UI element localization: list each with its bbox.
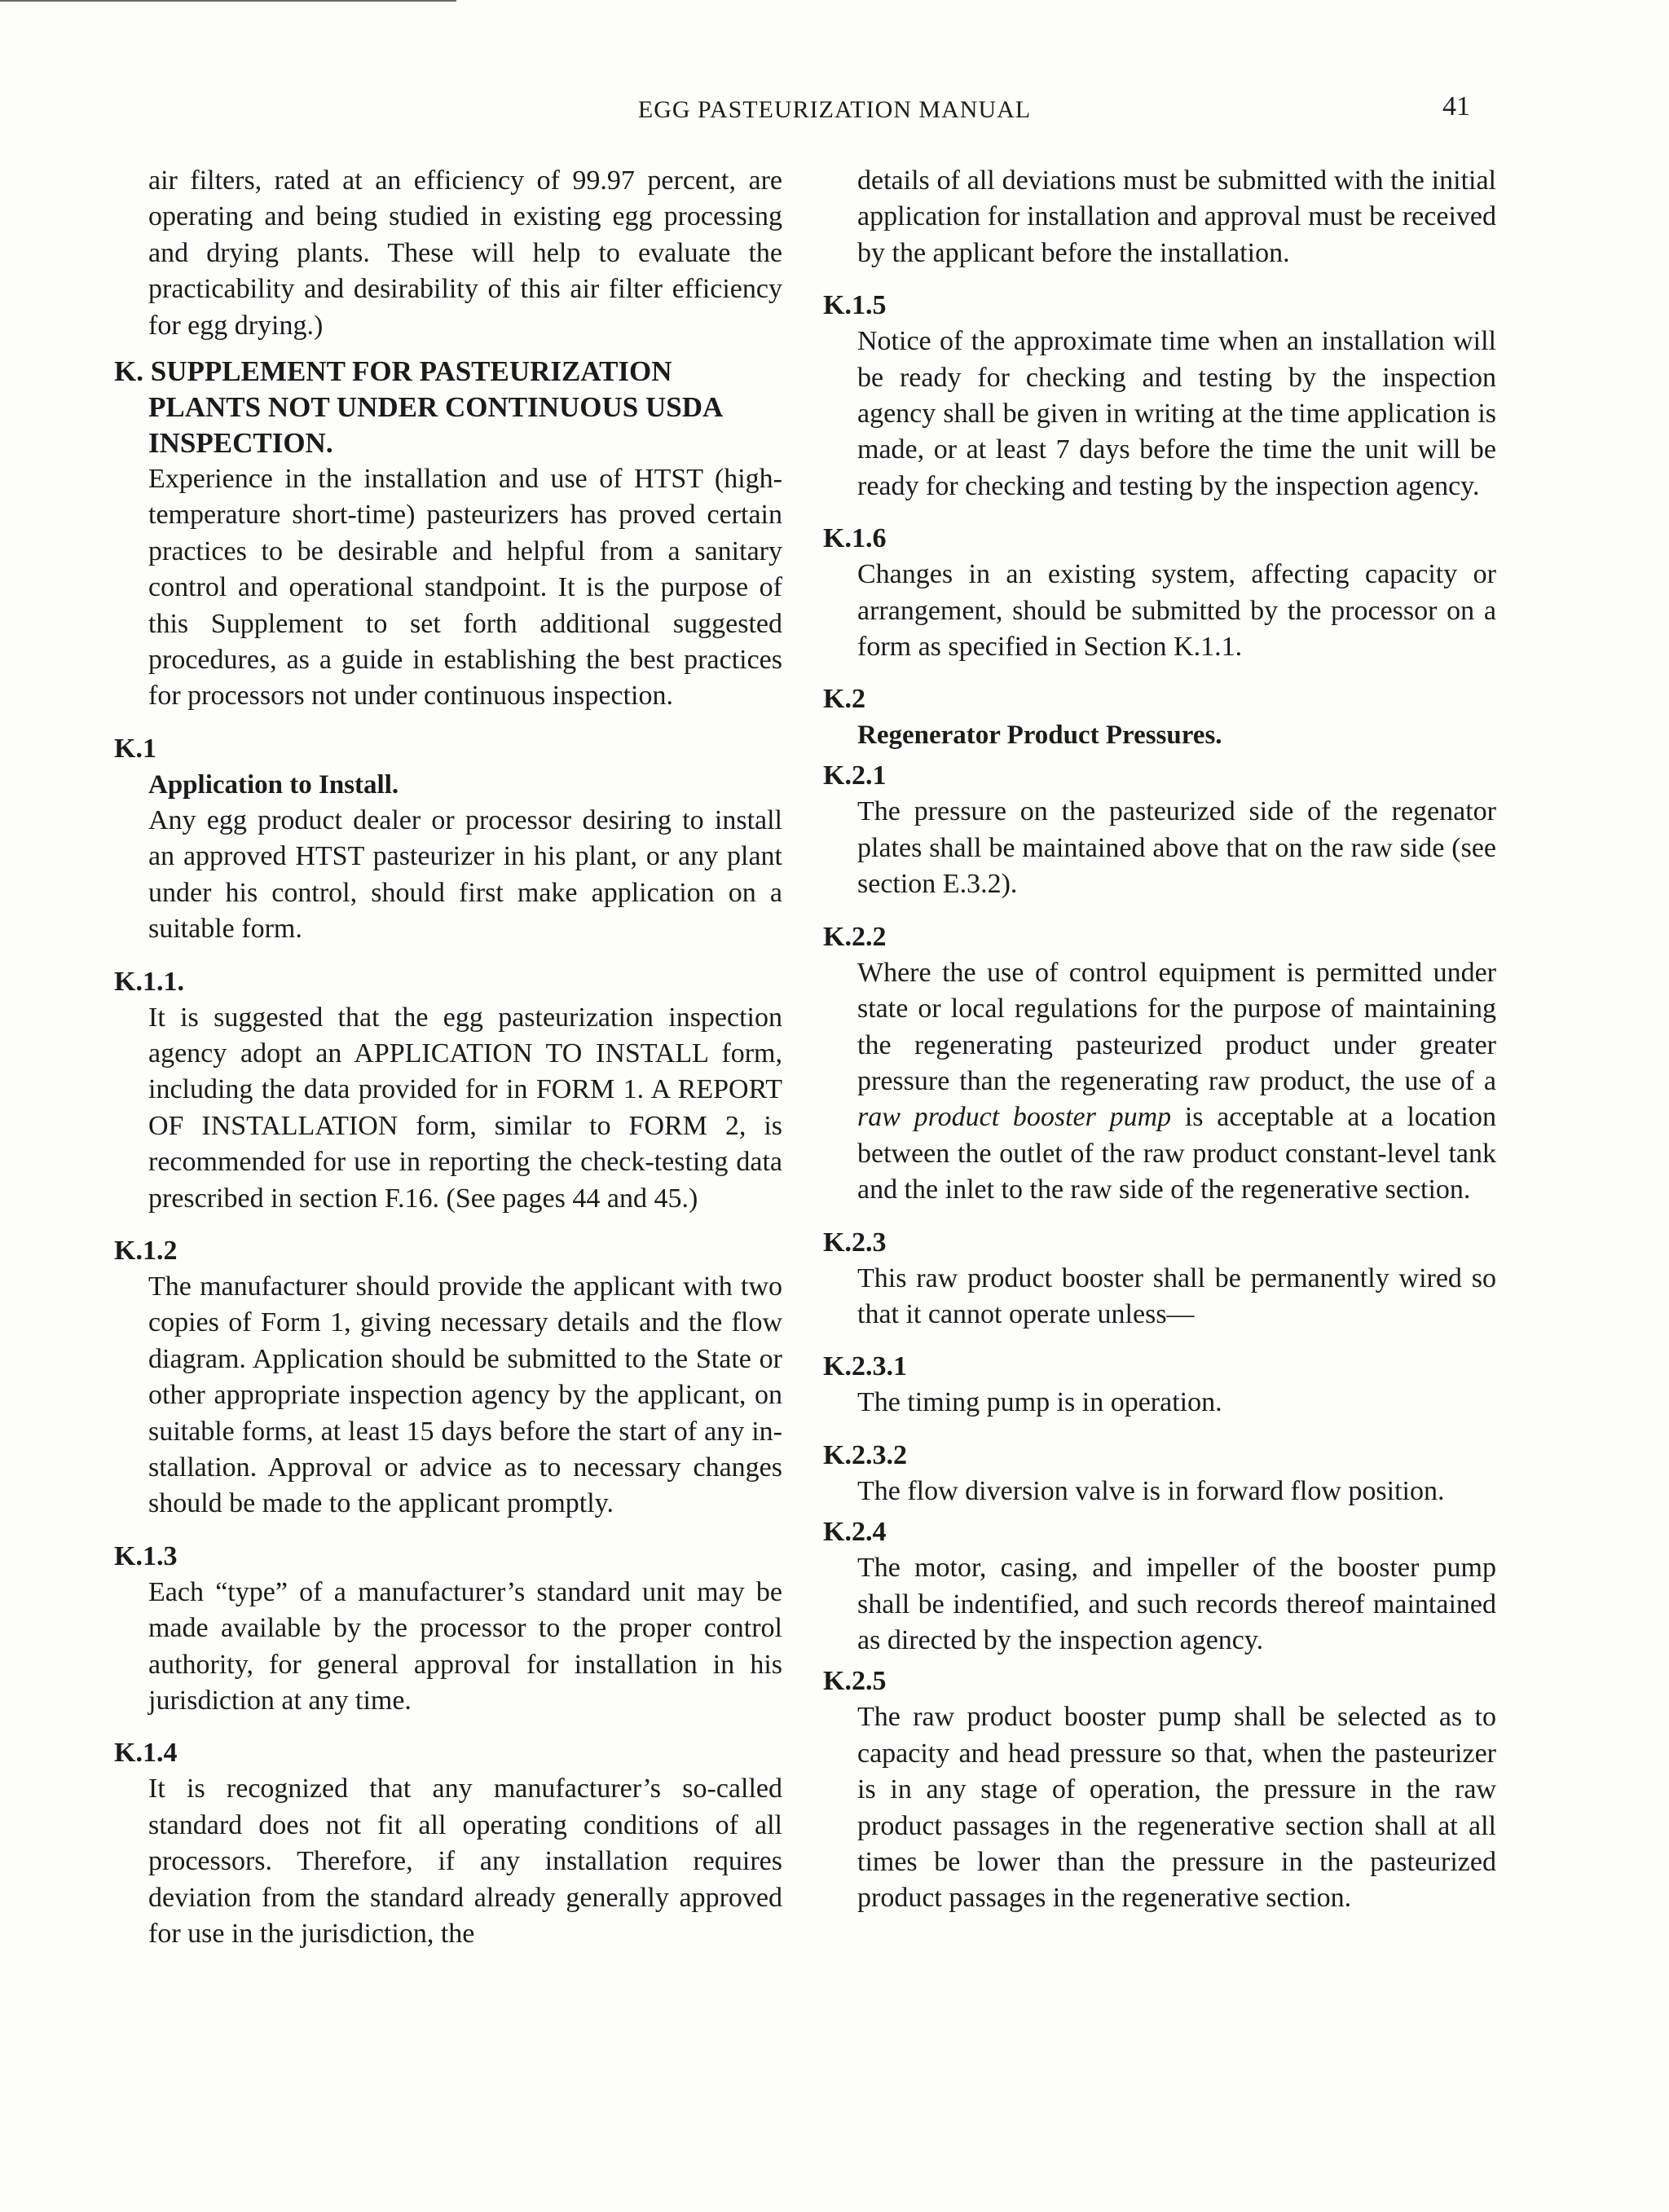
section-k-text: Experience in the installation and use of HTST (high-temperature short-time) pasteurizers has proved certain practices to be desirable and helpful from a sanitary control and operational standpoint. It is the purpose of this Supplement to set forth additional suggested procedures, as a guide in establishing the best practices for processors not under continuous inspection. xyxy=(148,464,782,712)
k22-text-a: Where the use of control equipment is permitted under state or local regulations for the purpose of maintaining the regenerating pasteurized product under greater pressure than the regenerating raw product, the use of a xyxy=(857,957,1496,1096)
k11-text: It is suggested that the egg pasteurization inspection agency adopt an APPLICATION TO INSTALL form, including the data provided for in FORM 1. A REPORT OF INSTALLATION form, similar to FORM 2, is recommended for use in reporting the check-testing data prescribed in section F.16. (See pages 44 and 45.) xyxy=(148,1002,782,1214)
k231-text: The timing pump is in operation. xyxy=(857,1387,1222,1418)
k22-text-emphasis: raw product booster pump xyxy=(857,1102,1172,1133)
k16-text: Changes in an existing system, affecting capacity or arrangement, should be submitted by the processor on a form as specified in Section K.1.1. xyxy=(857,559,1496,663)
k12-text: The manufacturer should provide the applicant with two copies of Form 1, giving necessary details and the flow diagram. Application should be submitted to the State or other appropriate inspection agency by the applicant, on suitable forms, at least 15 days before the start of any installation. Approval or advice as to necessary changes should be made to the applicant promptly. xyxy=(148,1271,782,1519)
k1-label: K.1 xyxy=(114,733,156,764)
k22-text xyxy=(823,955,1496,1209)
k24-label: K.2.4 xyxy=(823,1517,887,1548)
k25-text: The raw product booster pump shall be selected as to capacity and head pressure so that, when the pasteurizer is in any stage of operation, the pressure in the raw product passages in the regenerative section shall at all times be lower than the pressure in the pasteurized product passages in the regenerative section. xyxy=(857,1702,1496,1914)
k14-label: K.1.4 xyxy=(114,1738,178,1769)
k2-label: K.2 xyxy=(823,684,865,715)
continued-paragraph: details of all deviations must be submitted with the initial application for installation and approval must be received by the applicant before the installation. xyxy=(857,165,1496,268)
left-column xyxy=(114,163,782,1952)
section-k-heading: K. SUPPLEMENT FOR PASTEURIZATION PLANTS NOT UNDER CONTINUOUS USDA INSPECTION. xyxy=(114,355,722,460)
k21-text: The pressure on the pasteurized side of the regenator plates shall be maintained above that on the raw side (see section E.3.2). xyxy=(857,796,1496,900)
k22-label: K.2.2 xyxy=(823,921,887,952)
k1-text: Any egg product dealer or processor desiring to install an approved HTST pasteurizer in his plant, or any plant under his control, should first make application on a suitable form. xyxy=(148,804,782,945)
page-number: 41 xyxy=(1442,91,1470,121)
k21-label: K.2.1 xyxy=(823,760,887,791)
k25-label: K.2.5 xyxy=(823,1666,887,1697)
k13-label: K.1.3 xyxy=(114,1540,178,1571)
k22-text-b: is acceptable at a location between the outlet of the raw product constant-level tank and the inlet to the raw side of the regenerative section. xyxy=(857,1102,1496,1205)
running-head: EGG PASTEURIZATION MANUAL xyxy=(637,96,1032,123)
right-column xyxy=(823,163,1496,1917)
k15-label: K.1.5 xyxy=(823,290,887,321)
k232-label: K.2.3.2 xyxy=(823,1439,907,1470)
intro-paragraph: air filters, rated at an efficiency of 99.97 percent, are operating and being studied in existing egg processing and drying plants. These will help to evaluate the practicability and desirability of this air filter efficiency for egg drying.) xyxy=(148,165,782,341)
k14-text: It is recognized that any manufacturer’s so-called standard does not fit all operating conditions of all processors. Therefore, if any installation requires deviation from the standard already generally approved for use in the jurisdiction, the xyxy=(148,1774,782,1950)
k24-text: The motor, casing, and impeller of the booster pump shall be indentified, and such records thereof maintained as directed by the inspection agency. xyxy=(857,1553,1496,1655)
k15-text: Notice of the approximate time when an installation will be ready for checking and testing by the inspection agency shall be given in writing at the time application is made, or at least 7 days before the time the unit will be ready for checking and testing by the inspection agency. xyxy=(857,326,1496,501)
k1-title: Application to Install. xyxy=(148,769,399,800)
k16-label: K.1.6 xyxy=(823,523,887,554)
k23-label: K.2.3 xyxy=(823,1227,887,1258)
k231-label: K.2.3.1 xyxy=(823,1351,907,1382)
k232-text: The flow diversion valve is in forward flow position. xyxy=(857,1475,1445,1506)
k12-label: K.1.2 xyxy=(114,1235,178,1266)
k13-text: Each “type” of a manufacturer’s standard unit may be made available by the processor to the proper control authority, for general approval for installation in his jurisdiction at any time. xyxy=(148,1576,782,1716)
k23-text: This raw product booster shall be permanently wired so that it cannot operate unless— xyxy=(857,1262,1496,1329)
k2-title: Regenerator Product Pressures. xyxy=(857,720,1222,751)
k11-label: K.1.1. xyxy=(114,966,184,997)
top-rule xyxy=(0,0,456,2)
